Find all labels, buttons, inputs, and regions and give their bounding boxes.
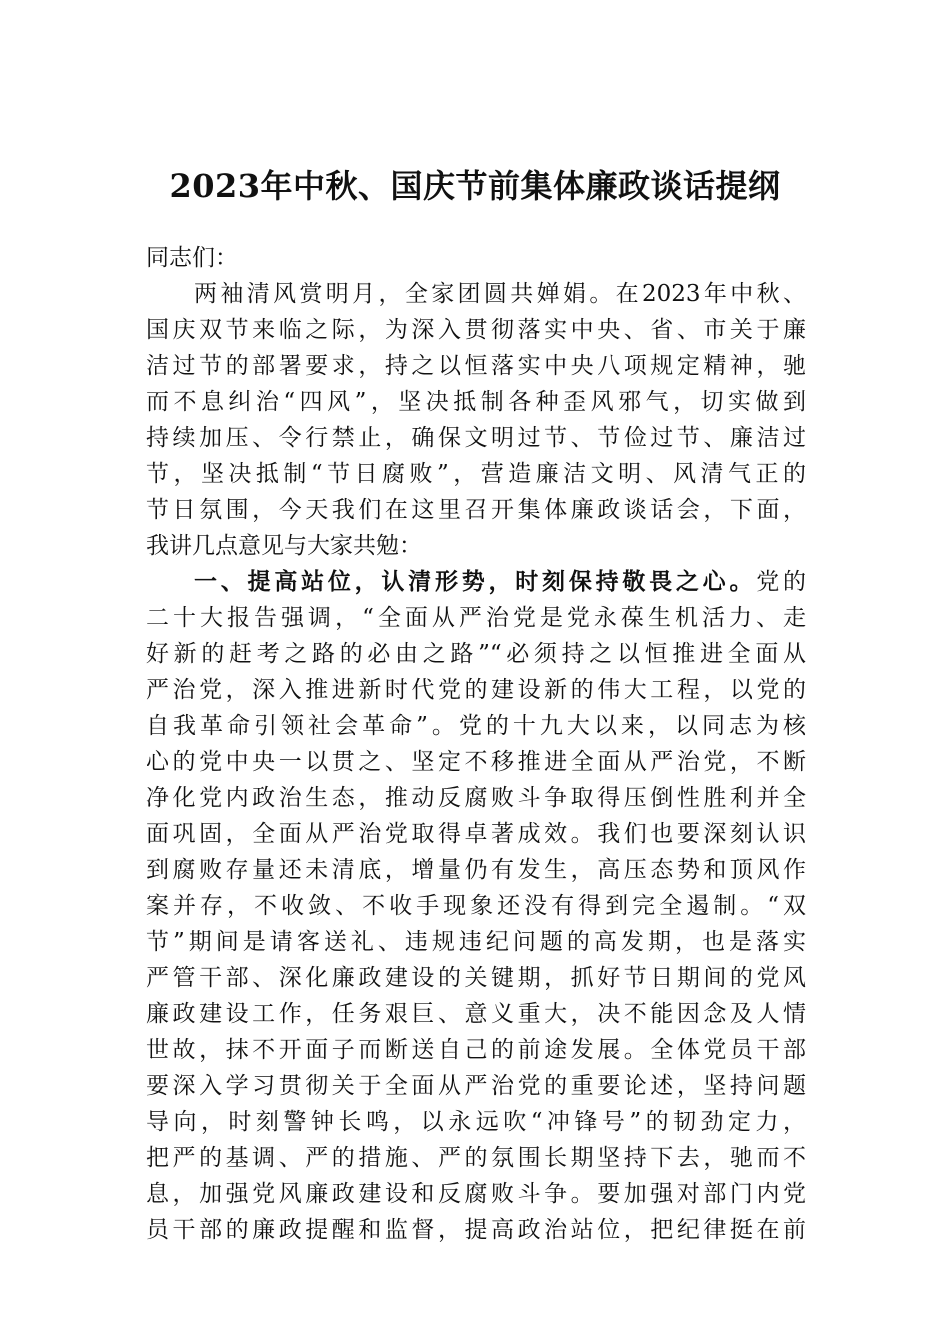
paragraph-line: 洁过节的部署要求，持之以恒落实中央八项规定精神，驰 xyxy=(146,353,806,379)
paragraph-line: 而不息纠治“四风”，坚决抵制各种歪风邪气，切实做到 xyxy=(146,389,806,415)
paragraph-line: 净化党内政治生态，推动反腐败斗争取得压倒性胜利并全 xyxy=(146,785,806,811)
paragraph-intro xyxy=(146,276,806,564)
paragraph-line: 面巩固，全面从严治党取得卓著成效。我们也要深刻认识 xyxy=(146,821,806,847)
paragraph-line: 导向，时刻警钟长鸣，以永远吹“冲锋号”的韧劲定力， xyxy=(146,1109,806,1135)
paragraph-line: 心的党中央一以贯之、坚定不移推进全面从严治党，不断 xyxy=(146,749,806,775)
section-one-first-tail: 党的 xyxy=(756,569,807,595)
paragraph-line: 两袖清风赏明月，全家团圆共婵娟。在2023年中秋、 xyxy=(194,281,806,307)
paragraph-line: 国庆双节来临之际，为深入贯彻落实中央、省、市关于廉 xyxy=(146,317,806,343)
paragraph-line: 我讲几点意见与大家共勉： xyxy=(146,533,422,559)
paragraph-line: 案并存，不收敛、不收手现象还没有得到完全遏制。“双 xyxy=(146,893,806,919)
section-one-heading: 一、提高站位，认清形势，时刻保持敬畏之心。 xyxy=(194,568,757,595)
paragraph-line: 节”期间是请客送礼、违规违纪问题的高发期，也是落实 xyxy=(146,929,806,955)
paragraph-line: 节，坚决抵制“节日腐败”，营造廉洁文明、风清气正的 xyxy=(146,461,806,487)
paragraph-line: 要深入学习贯彻关于全面从严治党的重要论述，坚持问题 xyxy=(146,1073,806,1099)
document-body xyxy=(146,240,806,1248)
paragraph-line: 员干部的廉政提醒和监督，提高政治站位，把纪律挺在前 xyxy=(146,1217,806,1243)
paragraph-line: 好新的赶考之路的必由之路”“必须持之以恒推进全面从 xyxy=(146,641,806,667)
paragraph-line: 把严的基调、严的措施、严的氛围长期坚持下去，驰而不 xyxy=(146,1145,806,1171)
paragraph-line: 严治党，深入推进新时代党的建设新的伟大工程，以党的 xyxy=(146,677,806,703)
section-one-first-line xyxy=(146,564,806,600)
salutation: 同志们： xyxy=(146,245,238,271)
paragraph-line: 二十大报告强调，“全面从严治党是党永葆生机活力、走 xyxy=(146,605,806,631)
paragraph-line: 严管干部、深化廉政建设的关键期，抓好节日期间的党风 xyxy=(146,965,806,991)
paragraph-line: 自我革命引领社会革命”。党的十九大以来，以同志为核 xyxy=(146,713,806,739)
section-one xyxy=(146,564,806,1248)
paragraph-line: 廉政建设工作，任务艰巨、意义重大，决不能因念及人情 xyxy=(146,1001,806,1027)
paragraph-line: 到腐败存量还未清底，增量仍有发生，高压态势和顶风作 xyxy=(146,857,806,883)
paragraph-line: 持续加压、令行禁止，确保文明过节、节俭过节、廉洁过 xyxy=(146,425,806,451)
paragraph-line: 息，加强党风廉政建设和反腐败斗争。要加强对部门内党 xyxy=(146,1181,806,1207)
paragraph-line: 节日氛围，今天我们在这里召开集体廉政谈话会，下面， xyxy=(146,497,806,523)
document-title: 2023年中秋、国庆节前集体廉政谈话提纲 xyxy=(169,167,781,205)
paragraph-line: 世故，抹不开面子而断送自己的前途发展。全体党员干部 xyxy=(146,1037,806,1063)
